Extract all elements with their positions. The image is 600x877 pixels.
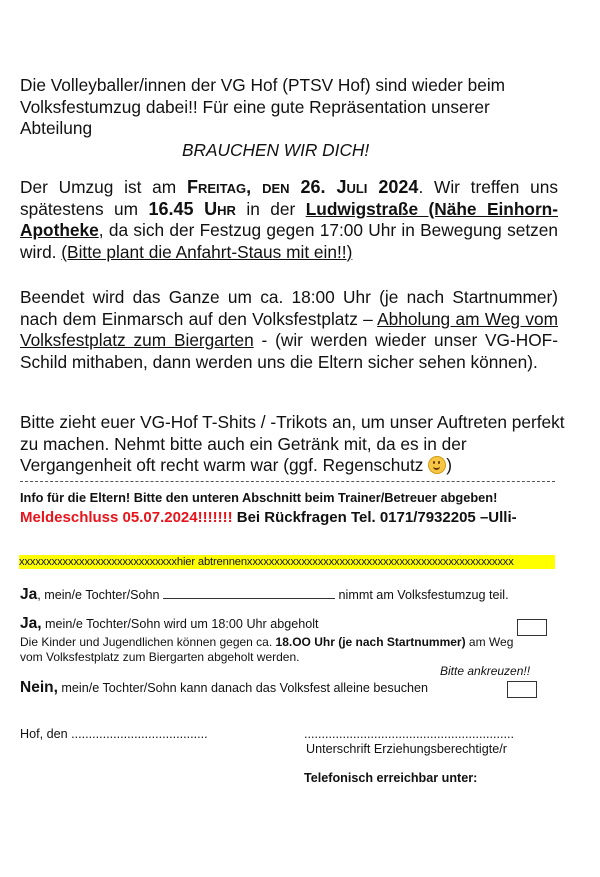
traffic-note: (Bitte plant die Anfahrt-Staus mit ein!!) — [61, 241, 353, 262]
pickup-detail-3: vom Volksfestplatz zum Biergarten abgeholt werden. — [20, 650, 300, 664]
ja-text-2: mein/e Tochter/Sohn wird um 18:00 Uhr abgeholt — [41, 617, 319, 631]
separator-line — [20, 481, 555, 482]
pickup-detail-bold: 18.OO Uhr (je nach Startnummer) — [275, 635, 466, 649]
clothing-paragraph — [20, 412, 565, 477]
intro-line-2: Volksfestumzug dabei!! Für eine gute Repräsentation unserer — [20, 96, 490, 117]
deadline-line — [20, 508, 590, 527]
ja-word-1: Ja — [20, 586, 38, 603]
contact-info: Bei Rückfragen Tel. 0171/7932205 –Ulli- — [232, 509, 517, 526]
smiley-icon — [428, 456, 446, 474]
meeting-place: Ludwigstraße (Nähe Einhorn-Apotheke — [20, 198, 558, 240]
ende-text-2: - (wir werden wieder unser VG-HOF-Schild mithaben, dann werden uns die Eltern sicher sehen können). — [20, 330, 558, 372]
umzug-paragraph — [20, 177, 558, 263]
ja-word-2: Ja, — [20, 615, 42, 632]
intro-line-1: Die Volleyballer/innen der VG Hof (PTSV Hof) sind wieder beim — [20, 75, 506, 95]
umzug-text-1: Der Umzug ist am — [20, 177, 187, 197]
clothing-text-2: ) — [446, 455, 453, 475]
intro-block — [20, 75, 580, 161]
signature-label: Unterschrift Erziehungsberechtigte/r — [306, 742, 507, 756]
phone-label: Telefonisch erreichbar unter: — [304, 771, 478, 785]
clothing-text-1: Bitte zieht euer VG-Hof T-Shits / -Trikots an, um unser Auftreten perfekt zu machen. Nehmt bitte auch ein Getränk mit, da es in der Vergangenheit oft recht warm war (ggf. Regenschutz — [20, 412, 565, 475]
place-date-field[interactable]: Hof, den ....................................... — [20, 727, 208, 741]
umzug-text-3: in der — [235, 198, 306, 219]
ende-text-1: Beendet wird das Ganze um ca. 18:00 Uhr (je nach Startnummer) nach dem Einmarsch auf den Volksfestplatz – — [20, 287, 558, 329]
parent-info: Info für die Eltern! Bitte den unteren Abschnitt beim Trainer/Betreuer abgeben! — [20, 490, 498, 505]
nein-text: mein/e Tochter/Sohn kann danach das Volksfest alleine besuchen — [57, 681, 429, 695]
ende-paragraph — [20, 287, 558, 373]
ja-text-1: , mein/e Tochter/Sohn — [37, 588, 164, 602]
tick-hint: Bitte ankreuzen!! — [440, 664, 531, 678]
umzug-text-2: . Wir treffen uns spätestens um — [20, 177, 558, 219]
pickup-location: Abholung am Weg vom Volksfestplatz zum Biergarten — [20, 308, 559, 350]
intro-line-3: Abteilung — [20, 118, 93, 138]
umzug-text-4: , da sich der Festzug gegen 17:00 Uhr in Bewegung setzen wird. — [20, 220, 558, 262]
pickup-detail-1: Die Kinder und Jugendlichen können gegen ca. — [20, 635, 276, 649]
deadline: Meldeschluss 05.07.2024!!!!!!! — [20, 509, 233, 526]
ja-tail-1: nimmt am Volksfestumzug teil. — [335, 588, 509, 602]
alone-checkbox[interactable] — [507, 681, 537, 698]
form-row-participation — [20, 585, 580, 603]
child-name-field[interactable] — [163, 585, 335, 599]
signature-line[interactable]: ............................................................ — [304, 727, 514, 741]
form-row-pickup — [20, 616, 520, 632]
event-date: Freitag, den 26. Juli 2024 — [186, 177, 419, 197]
pickup-detail-2: am Weg — [465, 635, 514, 649]
meeting-time: 16.45 Uhr — [148, 198, 236, 219]
call-to-action: BRAUCHEN WIR DICH! — [182, 139, 370, 160]
form-row-alone — [20, 680, 500, 696]
nein-word: Nein, — [20, 679, 58, 696]
pickup-details — [20, 635, 565, 665]
pickup-checkbox[interactable] — [517, 619, 547, 636]
cut-line: xxxxxxxxxxxxxxxxxxxxxxxxxxxxxhier abtrennenxxxxxxxxxxxxxxxxxxxxxxxxxxxxxxxxxxxxxxxxxxxxxxxxx — [19, 555, 555, 569]
